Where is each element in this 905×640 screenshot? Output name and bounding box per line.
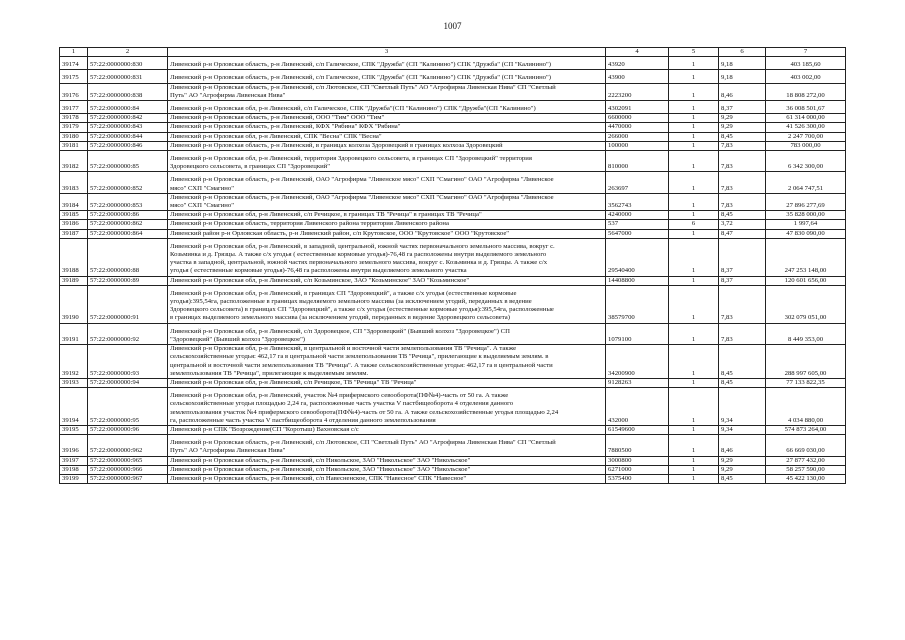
cadastral-value-cell: 6 342 300,00 [766, 151, 846, 172]
record-number-cell: 39188 [60, 238, 88, 276]
category-cell: 1 [669, 285, 719, 323]
rate-cell: 8,45 [719, 211, 766, 220]
cadastral-value-cell: 61 314 000,00 [766, 114, 846, 123]
description-line: Ливенский р-н Орловская обл, р-н Ливенский, с/п Речицкое, в границах ТВ "Речица" в границах ТВ "Речица" [170, 211, 482, 219]
rate-cell: 9,29 [719, 114, 766, 123]
cadastral-value-cell: 58 257 590,00 [766, 465, 846, 474]
record-number-cell: 39180 [60, 132, 88, 141]
category-cell: 1 [669, 114, 719, 123]
table-row [60, 276, 846, 285]
area-cell: 810000 [606, 151, 669, 172]
description-line: га, расположенные часть участка V пастбищеоборота 4 отделения данного землепользования [170, 416, 436, 424]
location-description-cell [168, 378, 606, 387]
record-number-cell: 39178 [60, 114, 88, 123]
table-row [60, 425, 846, 434]
area-cell: 43920 [606, 57, 669, 70]
rate-cell: 8,37 [719, 101, 766, 114]
table-row [60, 388, 846, 426]
description-line: Ливенский р-н Орловская обл, р-н Ливенский, с/п Галическое, СПК "Дружба"(СП "Калинино") СПК "Дружба"(СП "Калинино") [170, 105, 536, 113]
table-row [60, 132, 846, 141]
table-row [60, 378, 846, 387]
cadastral-value-cell: 2 247 700,00 [766, 132, 846, 141]
rate-cell: 7,83 [719, 141, 766, 150]
cadastral-value-cell: 403 002,00 [766, 70, 846, 83]
cadastral-value-cell: 247 253 148,00 [766, 238, 846, 276]
cadastral-number-cell: 57:22:0000000:864 [88, 229, 168, 238]
table-row [60, 57, 846, 70]
rate-cell: 9,29 [719, 465, 766, 474]
location-description-cell [168, 211, 606, 220]
record-number-cell: 39195 [60, 425, 88, 434]
column-header: 7 [766, 48, 846, 57]
cadastral-number-cell: 57:22:0000000:962 [88, 435, 168, 456]
table-row [60, 211, 846, 220]
record-number-cell: 39183 [60, 172, 88, 193]
description-line: землепользования ТВ "Речица", прилегающие к выделяемым землям. [170, 369, 369, 377]
location-description-cell [168, 220, 606, 229]
table-row [60, 83, 846, 100]
column-header: 1 [60, 48, 88, 57]
category-cell: 1 [669, 193, 719, 210]
area-cell: 4470000 [606, 123, 669, 132]
category-cell: 1 [669, 101, 719, 114]
area-cell: 3000800 [606, 456, 669, 465]
rate-cell: 8,37 [719, 238, 766, 276]
location-description-cell [168, 229, 606, 238]
table-row [60, 114, 846, 123]
location-description-cell [168, 323, 606, 344]
rate-cell: 9,34 [719, 388, 766, 426]
record-number-cell: 39174 [60, 57, 88, 70]
record-number-cell: 39199 [60, 474, 88, 483]
location-description-cell [168, 238, 606, 276]
description-line: угодья):395,54га, расположенные в границах выделяемого земельного массива (за исключением угодий, переданных в ведение [170, 298, 532, 306]
description-line: Ливенский р-н Орловская обл, р-н Ливенский, СПК "Весна" СПК "Весна" [170, 132, 382, 140]
description-line: Здоровецкого сельсовета) в границах СП "Здоровецкий", а также с/х угодья (естественные кормовые угодья):395,54га, расположенные [170, 306, 554, 314]
column-header: 4 [606, 48, 669, 57]
record-number-cell: 39184 [60, 193, 88, 210]
rate-cell: 9,18 [719, 57, 766, 70]
location-description-cell [168, 57, 606, 70]
cadastral-number-cell: 57:22:0000000:843 [88, 123, 168, 132]
record-number-cell: 39193 [60, 378, 88, 387]
description-line: угодья ( естественные кормовые угодья)-76,48 га расположены внутри выделяемого земельного участка [170, 267, 467, 275]
cadastral-number-cell: 57:22:0000000:92 [88, 323, 168, 344]
cadastral-number-cell: 57:22:0000000:89 [88, 276, 168, 285]
record-number-cell: 39190 [60, 285, 88, 323]
table-row [60, 151, 846, 172]
description-line: Ливенский р-н Орловская обл, р-н Ливенский, в западной, центральной, южной частях первоначального земельного массива, вокруг с. [170, 242, 555, 250]
record-number-cell: 39192 [60, 345, 88, 379]
cadastral-value-cell: 8 449 353,00 [766, 323, 846, 344]
category-cell: 1 [669, 465, 719, 474]
rate-cell: 8,47 [719, 229, 766, 238]
rate-cell: 8,46 [719, 83, 766, 100]
cadastral-value-cell: 35 828 000,00 [766, 211, 846, 220]
table-row [60, 285, 846, 323]
cadastral-number-cell: 57:22:0000000:967 [88, 474, 168, 483]
category-cell: 1 [669, 456, 719, 465]
description-line: землепользования участок №4 прифермского севооборота(ПФ№4)-часть от 50 га. А также сельскохозяйственные угодья площадью 2,24 [170, 408, 559, 416]
description-line: Ливенский р-н Орловская область, р-н Ливенский, КФХ "Рябина" КФХ "Рябина" [170, 123, 401, 131]
description-line: центральной и восточной части землепользования ТВ "Речица". А также сельскохозяйственные угодья: 462,17 га в центральной части [170, 361, 553, 369]
column-header: 2 [88, 48, 168, 57]
area-cell: 5375400 [606, 474, 669, 483]
category-cell: 1 [669, 323, 719, 344]
description-line: Ливенский р-н Орловская область, р-н Ливенский, с/п Никольское, ЗАО "Никольское" ЗАО "Никольское" [170, 456, 471, 464]
cadastral-value-cell: 45 422 130,00 [766, 474, 846, 483]
table-body [60, 57, 846, 484]
category-cell: 1 [669, 211, 719, 220]
cadastral-value-cell: 27 877 432,00 [766, 456, 846, 465]
column-header: 6 [719, 48, 766, 57]
cadastral-number-cell: 57:22:0000000:91 [88, 285, 168, 323]
area-cell: 266000 [606, 132, 669, 141]
record-number-cell: 39187 [60, 229, 88, 238]
area-cell: 29540400 [606, 238, 669, 276]
area-cell: 432000 [606, 388, 669, 426]
description-line: Путь" АО "Агрофирма Ливенская Нива" [170, 91, 286, 99]
description-line: Ливенский р-н Орловская область, р-н Ливенский, с/п Галическое, СПК "Дружба" (СП "Калинино") СПК "Дружба" (СП "Калинино") [170, 61, 551, 69]
description-line: участка в западной, центральной, южной частях первоначального земельного массива, вокруг с. Козьминка и д. Грязцы. А также с/х [170, 259, 548, 267]
description-line: Ливенский р-н Орловская обл, р-н Ливенский, с/п Козьминское, ЗАО "Козьминское" ЗАО "Козьминское" [170, 276, 470, 284]
record-number-cell: 39177 [60, 101, 88, 114]
description-line: Ливенский р-н Орловская область, территория Ливенского района территория Ливенского района [170, 220, 449, 228]
description-line: Ливенский р-н Орловская область, р-н Ливенский, ОАО "Агрофирма "Ливенское мясо" СХП "Смагино" ОАО "Агрофирма "Ливенское [170, 193, 554, 201]
category-cell: 1 [669, 435, 719, 456]
description-line: Путь" АО "Агрофирма Ливенская Нива" [170, 447, 286, 455]
location-description-cell [168, 132, 606, 141]
location-description-cell [168, 474, 606, 483]
area-cell: 4240000 [606, 211, 669, 220]
description-line: Ливенский р-н Орловская обл, р-н Ливенский, в границах СП "Здоровецкий", а также с/х угодья (естественные кормовые [170, 289, 517, 297]
rate-cell: 7,83 [719, 323, 766, 344]
rate-cell: 8,37 [719, 276, 766, 285]
description-line: сельскохозяйственные угодья площадью 2,24 га, расположенные часть участка V пастбищеоборота 4 отделения данного [170, 400, 514, 408]
cadastral-number-cell: 57:22:0000000:93 [88, 345, 168, 379]
description-line: Здоровецкого сельсовета, в границах СП "Здоровецкий" [170, 163, 330, 171]
header-row [60, 48, 846, 57]
category-cell: 1 [669, 57, 719, 70]
description-line: Ливенский р-н Орловская обл, р-н Ливенский, в центральной и восточной части землепользования ТВ "Речица". А также [170, 345, 517, 353]
location-description-cell [168, 193, 606, 210]
record-number-cell: 39191 [60, 323, 88, 344]
rate-cell: 9,34 [719, 425, 766, 434]
area-cell: 38579700 [606, 285, 669, 323]
table-row [60, 141, 846, 150]
description-line: мясо" СХП "Смагино" [170, 184, 234, 192]
description-line: Ливенский р-н Орловская область, р-н Ливенский, с/п Никольское, ЗАО "Никольское" ЗАО "Никольское" [170, 465, 471, 473]
category-cell: 1 [669, 123, 719, 132]
cadastral-value-cell: 403 185,60 [766, 57, 846, 70]
area-cell: 34200900 [606, 345, 669, 379]
description-line: Ливенский район р-н Орловская область, р-н Ливенский район, с/п Крутовское, ООО "Крутовское" ООО "Крутовское" [170, 229, 510, 237]
description-line: сельскохозяйственные угодья: 462,17 га в центральной части землепользования ТВ "Речица", прилегающие к выделяемым землям. в [170, 353, 549, 361]
cadastral-value-cell: 77 133 822,35 [766, 378, 846, 387]
cadastral-number-cell: 57:22:0000000:842 [88, 114, 168, 123]
cadastral-number-cell: 57:22:0000000:86 [88, 211, 168, 220]
cadastral-number-cell: 57:22:0000000:830 [88, 57, 168, 70]
cadastral-number-cell: 57:22:0000000:838 [88, 83, 168, 100]
rate-cell: 3,72 [719, 220, 766, 229]
location-description-cell [168, 123, 606, 132]
record-number-cell: 39194 [60, 388, 88, 426]
cadastral-number-cell: 57:22:0000000:844 [88, 132, 168, 141]
record-number-cell: 39186 [60, 220, 88, 229]
location-description-cell [168, 70, 606, 83]
area-cell: 3562743 [606, 193, 669, 210]
area-cell: 7880500 [606, 435, 669, 456]
cadastral-value-cell: 1 997,64 [766, 220, 846, 229]
cadastral-number-cell: 57:22:0000000:846 [88, 141, 168, 150]
cadastral-value-cell: 288 997 605,00 [766, 345, 846, 379]
area-cell: 263697 [606, 172, 669, 193]
location-description-cell [168, 101, 606, 114]
record-number-cell: 39182 [60, 151, 88, 172]
category-cell: 1 [669, 83, 719, 100]
description-line: мясо" СХП "Смагино" [170, 202, 234, 210]
table-row [60, 220, 846, 229]
area-cell: 2223200 [606, 83, 669, 100]
description-line: Ливенский р-н Орловская обл, р-н Ливенский, с/п Здоровецкое, СП "Здоровецкий" (Бывший колхоз "Здоровецкое") СП [170, 327, 510, 335]
location-description-cell [168, 345, 606, 379]
category-cell: 1 [669, 70, 719, 83]
cadastral-number-cell: 57:22:0000000:966 [88, 465, 168, 474]
location-description-cell [168, 435, 606, 456]
cadastral-number-cell: 57:22:0000000:84 [88, 101, 168, 114]
location-description-cell [168, 276, 606, 285]
table-row [60, 456, 846, 465]
area-cell: 6600000 [606, 114, 669, 123]
description-line: Ливенский р-н Орловская область, р-н Ливенский, с/п Навесненское, СПК "Навесное" СПК "Навесное" [170, 474, 467, 482]
category-cell: 1 [669, 172, 719, 193]
rate-cell: 9,29 [719, 123, 766, 132]
description-line: Ливенский р-н Орловская обл, р-н Ливенский, территория Здоровецкого сельсовета, в границах СП "Здоровецкий" территория [170, 155, 532, 163]
cadastral-value-cell: 18 808 272,00 [766, 83, 846, 100]
category-cell: 1 [669, 345, 719, 379]
record-number-cell: 39189 [60, 276, 88, 285]
area-cell: 6271000 [606, 465, 669, 474]
cadastral-number-cell: 57:22:0000000:853 [88, 193, 168, 210]
cadastral-number-cell: 57:22:0000000:96 [88, 425, 168, 434]
cadastral-number-cell: 57:22:0000000:862 [88, 220, 168, 229]
category-cell: 1 [669, 132, 719, 141]
category-cell: 1 [669, 238, 719, 276]
location-description-cell [168, 388, 606, 426]
cadastral-value-cell: 120 601 656,00 [766, 276, 846, 285]
location-description-cell [168, 83, 606, 100]
rate-cell: 8,45 [719, 474, 766, 483]
description-line: Ливенский р-н СПК "Возрождение(СП "Коротыш) Вахновская с/с [170, 425, 359, 433]
column-header: 3 [168, 48, 606, 57]
location-description-cell [168, 114, 606, 123]
cadastral-number-cell: 57:22:0000000:95 [88, 388, 168, 426]
location-description-cell [168, 151, 606, 172]
description-line: Ливенский р-н Орловская обл, р-н Ливенский, с/п Речицкое, ТВ "Речица" ТВ "Речица" [170, 378, 417, 386]
record-number-cell: 39175 [60, 70, 88, 83]
record-number-cell: 39176 [60, 83, 88, 100]
column-header: 5 [669, 48, 719, 57]
category-cell: 6 [669, 220, 719, 229]
rate-cell: 8,45 [719, 132, 766, 141]
cadastral-number-cell: 57:22:0000000:88 [88, 238, 168, 276]
page-number: 1007 [443, 21, 462, 31]
table-row [60, 123, 846, 132]
location-description-cell [168, 141, 606, 150]
rate-cell: 7,83 [719, 151, 766, 172]
cadastral-value-cell: 41 526 300,00 [766, 123, 846, 132]
location-description-cell [168, 285, 606, 323]
category-cell: 1 [669, 141, 719, 150]
description-line: Ливенский р-н Орловская область, р-н Ливенский, в границах колхоза Здоровецкий в границах колхоза Здоровецкий [170, 141, 503, 149]
description-line: в границах выделяемого земельного массива (за исключением угодий, переданных в ведение Здоровецкого сельсовета) [170, 314, 510, 322]
description-line: Ливенский р-н Орловская область, р-н Ливенский, с/п Лютовское, СП "Светлый Путь" АО "Агрофирма Ливенская Нива" СП "Светлый [170, 83, 556, 91]
category-cell: 1 [669, 388, 719, 426]
record-number-cell: 39179 [60, 123, 88, 132]
cadastral-value-cell: 27 896 277,69 [766, 193, 846, 210]
area-cell: 14408800 [606, 276, 669, 285]
cadastral-number-cell: 57:22:0000000:94 [88, 378, 168, 387]
description-line: Ливенский р-н Орловская обл, р-н Ливенский, участок №4 прифермского севооборота(ПФ№4)-часть от 50 га. А также [170, 392, 509, 400]
record-number-cell: 39196 [60, 435, 88, 456]
description-line: Ливенский р-н Орловская область, р-н Ливенский, с/п Лютовское, СП "Светлый Путь" АО "Агрофирма Ливенская Нива" СП "Светлый [170, 439, 556, 447]
record-number-cell: 39197 [60, 456, 88, 465]
table-row [60, 172, 846, 193]
rate-cell: 8,46 [719, 435, 766, 456]
table-row [60, 435, 846, 456]
area-cell: 4302091 [606, 101, 669, 114]
area-cell: 1079100 [606, 323, 669, 344]
category-cell: 1 [669, 276, 719, 285]
land-register-table [59, 47, 846, 484]
description-line: Ливенский р-н Орловская область, р-н Ливенский, ООО "Тим" ООО "Тим" [170, 114, 385, 122]
cadastral-value-cell: 302 079 051,00 [766, 285, 846, 323]
record-number-cell: 39198 [60, 465, 88, 474]
location-description-cell [168, 425, 606, 434]
area-cell: 5647000 [606, 229, 669, 238]
description-line: Ливенский р-н Орловская область, р-н Ливенский, ОАО "Агрофирма "Ливенское мясо" СХП "Смагино" ОАО "Агрофирма "Ливенское [170, 176, 554, 184]
rate-cell: 9,29 [719, 456, 766, 465]
category-cell: 1 [669, 229, 719, 238]
table-row [60, 101, 846, 114]
record-number-cell: 39181 [60, 141, 88, 150]
table-row [60, 229, 846, 238]
area-cell: 100000 [606, 141, 669, 150]
description-line: Ливенский р-н Орловская область, р-н Ливенский, с/п Галическое, СПК "Дружба" (СП "Калинино") СПК "Дружба" (СП "Калинино") [170, 74, 551, 82]
category-cell: 1 [669, 151, 719, 172]
rate-cell: 8,45 [719, 345, 766, 379]
rate-cell: 7,83 [719, 285, 766, 323]
area-cell: 537 [606, 220, 669, 229]
rate-cell: 9,18 [719, 70, 766, 83]
table-row [60, 474, 846, 483]
table-row [60, 345, 846, 379]
location-description-cell [168, 172, 606, 193]
cadastral-number-cell: 57:22:0000000:85 [88, 151, 168, 172]
category-cell: 1 [669, 378, 719, 387]
area-cell: 61549600 [606, 425, 669, 434]
table-row [60, 465, 846, 474]
location-description-cell [168, 465, 606, 474]
table-row [60, 70, 846, 83]
cadastral-value-cell: 783 000,00 [766, 141, 846, 150]
description-line: Козьминка и д. Грязцы. А также с/х угодья ( естественные кормовые угодья)-76,48 га расположены внутри выделяемого земельного [170, 251, 547, 259]
rate-cell: 7,83 [719, 193, 766, 210]
cadastral-number-cell: 57:22:0000000:852 [88, 172, 168, 193]
cadastral-value-cell: 66 669 030,00 [766, 435, 846, 456]
table-row [60, 323, 846, 344]
cadastral-value-cell: 2 064 747,51 [766, 172, 846, 193]
record-number-cell: 39185 [60, 211, 88, 220]
rate-cell: 8,45 [719, 378, 766, 387]
table-row [60, 238, 846, 276]
cadastral-value-cell: 47 830 090,00 [766, 229, 846, 238]
area-cell: 43900 [606, 70, 669, 83]
rate-cell: 7,83 [719, 172, 766, 193]
cadastral-value-cell: 4 034 880,00 [766, 388, 846, 426]
category-cell: 1 [669, 474, 719, 483]
cadastral-number-cell: 57:22:0000000:831 [88, 70, 168, 83]
cadastral-value-cell: 36 008 501,67 [766, 101, 846, 114]
description-line: "Здоровецкий" (Бывший колхоз "Здоровецкое") [170, 335, 306, 343]
cadastral-number-cell: 57:22:0000000:965 [88, 456, 168, 465]
category-cell: 1 [669, 425, 719, 434]
table-row [60, 193, 846, 210]
area-cell: 9128263 [606, 378, 669, 387]
cadastral-value-cell: 574 873 264,00 [766, 425, 846, 434]
location-description-cell [168, 456, 606, 465]
